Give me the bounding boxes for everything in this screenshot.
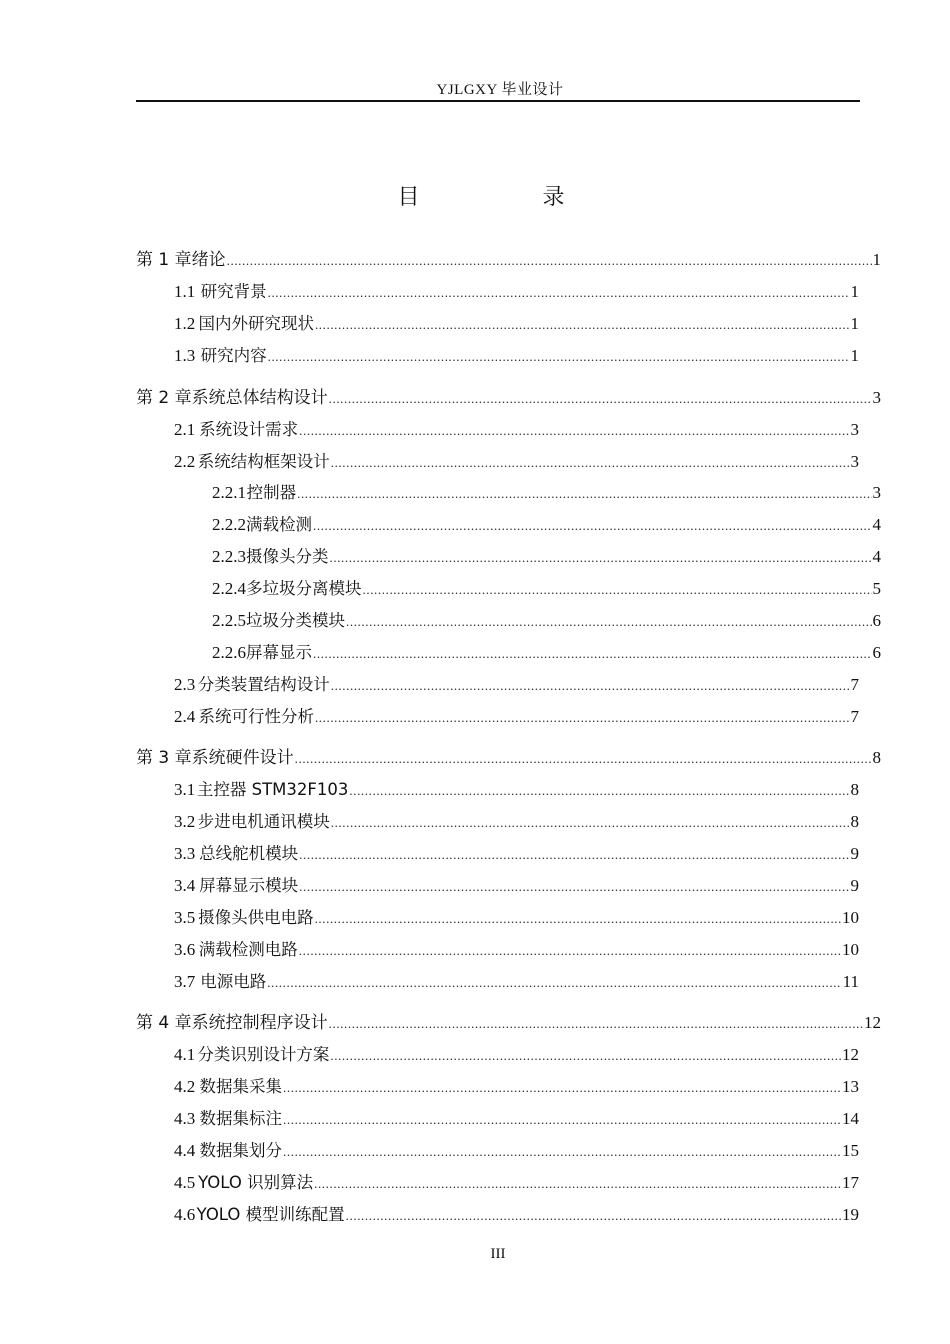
dot-leader <box>330 1044 841 1068</box>
toc-entry[interactable] <box>212 609 881 633</box>
toc-entry-page: 1 <box>850 282 859 301</box>
toc-entry-title: YOLO 模型训练配置 <box>196 1205 345 1224</box>
toc-entry-page: 6 <box>872 643 881 662</box>
toc-entry-title: 屏幕显示 <box>246 643 312 662</box>
toc-entry-title: 系统总体结构设计 <box>191 388 328 408</box>
toc-entry-number: 1.1 <box>174 282 196 301</box>
toc-entry[interactable] <box>174 1075 859 1099</box>
toc-entry-number: 1.2 <box>174 314 196 333</box>
toc-entry-title: 数据集采集 <box>199 1077 283 1096</box>
toc-entry-number: 2.2.1 <box>212 483 246 502</box>
toc-entry-page: 5 <box>872 579 881 598</box>
toc-entry[interactable] <box>174 874 859 898</box>
toc-entry-page: 9 <box>850 844 859 863</box>
toc-entry-number: 2.2.5 <box>212 611 246 630</box>
toc-entry-number: 3.7 <box>174 972 196 991</box>
toc-entry-number: 3.6 <box>174 940 196 959</box>
toc-entry[interactable] <box>174 778 859 802</box>
toc-entry-page: 15 <box>842 1141 859 1160</box>
toc-entry-page: 12 <box>842 1045 859 1064</box>
toc-entry-number: 2.3 <box>174 675 196 694</box>
toc-entry-title: 总线舵机模块 <box>199 844 299 863</box>
toc-entry-page: 4 <box>872 547 881 566</box>
toc-entry[interactable] <box>174 1171 859 1195</box>
dot-leader <box>268 281 850 305</box>
toc-entry[interactable] <box>212 577 881 601</box>
dot-leader <box>346 1204 841 1228</box>
toc-entry[interactable] <box>174 938 859 962</box>
toc-entry[interactable] <box>136 746 881 770</box>
dot-leader <box>299 843 849 867</box>
toc-entry[interactable] <box>174 842 859 866</box>
toc-entry-number: 3.3 <box>174 844 196 863</box>
dot-leader <box>299 419 849 443</box>
toc-entry-number: 第 3 章 <box>136 748 192 768</box>
dot-leader <box>227 249 872 273</box>
toc-entry-number: 4.1 <box>174 1045 196 1064</box>
dot-leader <box>315 706 850 730</box>
toc-entry-page: 8 <box>872 748 881 767</box>
toc-entry[interactable] <box>212 641 881 665</box>
toc-entry-page: 6 <box>872 611 881 630</box>
toc-entry[interactable] <box>174 906 859 930</box>
toc-entry-page: 3 <box>850 420 859 439</box>
toc-entry-title: 垃圾分类模块 <box>246 611 345 630</box>
toc-entry-page: 11 <box>842 972 859 991</box>
toc-entry[interactable] <box>174 280 859 304</box>
toc-entry[interactable] <box>174 810 859 834</box>
toc-entry-title: 数据集划分 <box>199 1141 283 1160</box>
toc-entry-number: 第 2 章 <box>136 388 192 408</box>
page-number: III <box>490 1246 506 1262</box>
dot-leader <box>299 875 849 899</box>
dot-leader <box>299 939 841 963</box>
dot-leader <box>363 578 872 602</box>
toc-entry-title: 系统结构框架设计 <box>197 452 330 471</box>
toc-entry-title: 系统设计需求 <box>199 420 299 439</box>
toc-entry[interactable] <box>174 1043 859 1067</box>
toc-entry-page: 3 <box>872 483 881 502</box>
toc-entry-page: 10 <box>842 940 859 959</box>
toc-entry[interactable] <box>136 248 881 272</box>
toc-entry-title: 步进电机通讯模块 <box>197 812 330 831</box>
toc-entry[interactable] <box>174 450 859 474</box>
toc-entry-page: 8 <box>850 812 859 831</box>
dot-leader <box>283 1108 841 1132</box>
toc-entry-title: 摄像头供电电路 <box>198 908 314 927</box>
toc-entry-number: 2.2.4 <box>212 579 246 598</box>
dot-leader <box>297 482 871 506</box>
toc-entry-number: 1.3 <box>174 346 196 365</box>
toc-entry-number: 4.6 <box>174 1205 196 1224</box>
toc-entry-title: 摄像头分类 <box>246 547 329 566</box>
dot-leader <box>331 674 850 698</box>
toc-entry[interactable] <box>174 673 859 697</box>
toc-entry-number: 2.2.2 <box>212 515 246 534</box>
toc-entry-title: 研究背景 <box>200 282 267 301</box>
toc-entry[interactable] <box>174 344 859 368</box>
toc-entry[interactable] <box>212 481 881 505</box>
toc-entry-page: 12 <box>864 1013 881 1032</box>
dot-leader <box>315 313 850 337</box>
toc-entry-number: 3.4 <box>174 876 196 895</box>
toc-entry[interactable] <box>174 970 859 994</box>
toc-entry-title: 满载检测电路 <box>198 940 298 959</box>
running-header: YJLGXY 毕业设计 <box>436 82 564 98</box>
dot-leader <box>329 1012 863 1036</box>
toc-entry-number: 4.2 <box>174 1077 196 1096</box>
dot-leader <box>314 1172 841 1196</box>
toc-entry-number: 4.5 <box>174 1173 196 1192</box>
dot-leader <box>283 1140 841 1164</box>
toc-entry-page: 17 <box>842 1173 859 1192</box>
toc-entry-number: 2.2.3 <box>212 547 246 566</box>
toc-entry-page: 1 <box>850 314 859 333</box>
toc-entry-number: 3.1 <box>174 780 196 799</box>
toc-entry-title: 系统硬件设计 <box>191 748 294 768</box>
dot-leader <box>295 747 872 771</box>
toc-entry[interactable] <box>136 386 881 410</box>
dot-leader <box>313 514 872 538</box>
toc-entry-title: 数据集标注 <box>199 1109 283 1128</box>
header-rule <box>136 100 860 102</box>
toc-entry[interactable] <box>174 1203 859 1227</box>
dot-leader <box>330 546 872 570</box>
toc-entry-title: 国内外研究现状 <box>198 314 314 333</box>
dot-leader <box>283 1076 841 1100</box>
toc-entry-page: 3 <box>850 452 859 471</box>
toc-entry[interactable] <box>212 513 881 537</box>
toc-entry-page: 10 <box>842 908 859 927</box>
toc-entry-page: 7 <box>850 675 859 694</box>
toc-entry[interactable] <box>174 1107 859 1131</box>
dot-leader <box>267 971 841 995</box>
toc-entry-page: 7 <box>850 707 859 726</box>
toc-entry-number: 2.2 <box>174 452 196 471</box>
dot-leader <box>331 451 850 475</box>
toc-entry-title: 多垃圾分离模块 <box>246 579 362 598</box>
toc-entry-title: 电源电路 <box>200 972 267 991</box>
toc-entry[interactable] <box>174 418 859 442</box>
toc-entry-number: 2.2.6 <box>212 643 246 662</box>
toc-entry-title: YOLO 识别算法 <box>198 1173 314 1192</box>
toc-entry-number: 2.4 <box>174 707 196 726</box>
toc-entry-title: 系统控制程序设计 <box>191 1013 328 1033</box>
dot-leader <box>349 779 849 803</box>
toc-entry-title: 分类识别设计方案 <box>197 1045 330 1064</box>
toc-entry-title: 主控器 STM32F103 <box>196 780 349 799</box>
toc-entry[interactable] <box>212 545 881 569</box>
toc-entry-number: 第 1 章 <box>136 250 192 270</box>
toc-entry-page: 19 <box>842 1205 859 1224</box>
toc-entry-page: 14 <box>842 1109 859 1128</box>
toc-entry-number: 4.4 <box>174 1141 196 1160</box>
dot-leader <box>331 811 850 835</box>
toc-entry[interactable] <box>174 1139 859 1163</box>
toc-entry-number: 3.5 <box>174 908 196 927</box>
toc-entry-title: 绪论 <box>191 250 226 270</box>
toc-entry-title: 控制器 <box>246 483 297 502</box>
dot-leader <box>346 610 872 634</box>
toc-entry-title: 研究内容 <box>200 346 267 365</box>
toc-title: 目 录 <box>397 185 603 210</box>
toc-entry-number: 第 4 章 <box>136 1013 192 1033</box>
toc-entry-number: 2.1 <box>174 420 196 439</box>
toc-entry-page: 9 <box>850 876 859 895</box>
toc-entry-number: 4.3 <box>174 1109 196 1128</box>
toc-entry[interactable] <box>174 312 859 336</box>
toc-entry-page: 1 <box>872 250 881 269</box>
dot-leader <box>268 345 850 369</box>
toc-entry-page: 8 <box>850 780 859 799</box>
toc-entry[interactable] <box>136 1011 881 1035</box>
toc-entry-title: 分类装置结构设计 <box>197 675 330 694</box>
toc-entry-page: 1 <box>850 346 859 365</box>
toc-entry-title: 满载检测 <box>246 515 312 534</box>
toc-entry-page: 13 <box>842 1077 859 1096</box>
toc-entry-title: 屏幕显示模块 <box>199 876 299 895</box>
dot-leader <box>329 387 872 411</box>
dot-leader <box>315 907 841 931</box>
dot-leader <box>313 642 872 666</box>
toc-entry-number: 3.2 <box>174 812 196 831</box>
toc-entry-page: 3 <box>872 388 881 407</box>
toc-entry-title: 系统可行性分析 <box>198 707 314 726</box>
toc-entry-page: 4 <box>872 515 881 534</box>
toc-entry[interactable] <box>174 705 859 729</box>
